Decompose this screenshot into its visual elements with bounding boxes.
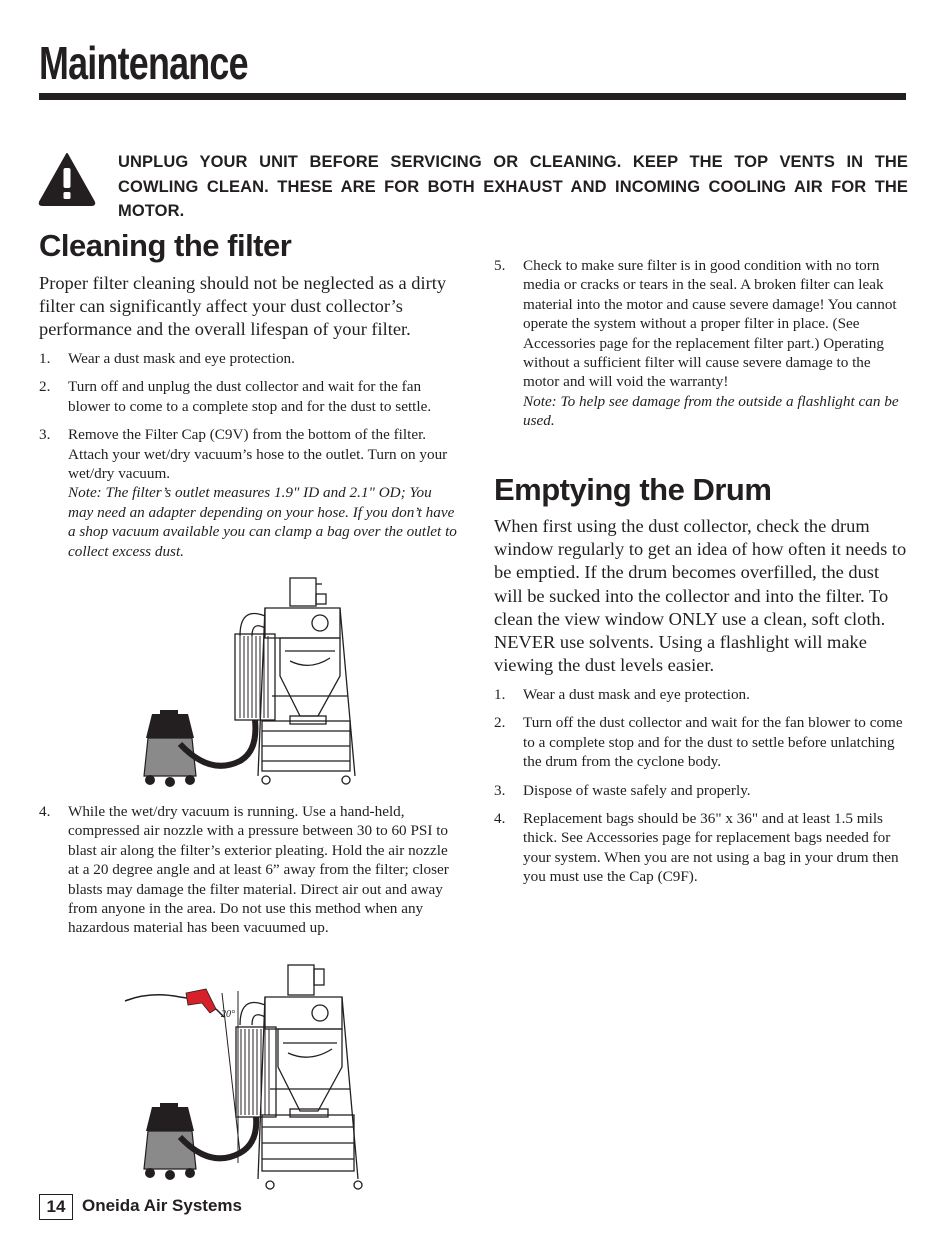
- step-note: Note: The filter’s outlet measures 1.9" ID and 2.1" OD; You may need an adapter depending on your hose. If you don’t have a shop vacuum available you can clamp a bag over the outlet to collect excess dust.: [68, 484, 457, 560]
- step-number: 1.: [39, 350, 51, 367]
- list-item: [39, 425, 459, 561]
- step-text: Wear a dust mask and eye protection.: [68, 350, 295, 367]
- footer-brand: Oneida Air Systems: [82, 1196, 242, 1215]
- drum-steps-list: [494, 685, 910, 887]
- filter-intro: Proper filter cleaning should not be neglected as a dirty filter can significantly affect your dust collector’s performance and the overall lifespan of your filter.: [39, 273, 447, 340]
- list-item: [494, 781, 910, 800]
- step-note: Note: To help see damage from the outside a flashlight can be used.: [523, 392, 899, 430]
- step-number: 2.: [39, 378, 51, 396]
- filter-steps-list-c: [494, 256, 910, 431]
- warning-text: UNPLUG YOUR UNIT BEFORE SERVICING OR CLEANING. KEEP THE TOP VENTS IN THE COWLING CLEAN. THESE ARE FOR BOTH EXHAUST AND INCOMING COOLING AIR FOR THE MOTOR.: [118, 153, 908, 220]
- step-text: Remove the Filter Cap (C9V) from the bottom of the filter. Attach your wet/dry vacuum’s hose to the outlet. Turn on your wet/dry vacuum.: [68, 426, 448, 483]
- list-item: [494, 685, 910, 704]
- list-item: [39, 802, 459, 938]
- step-text: Check to make sure filter is in good condition with no torn media or cracks or tears in the seal. A broken filter can leak material into the motor and cause severe damage! You cannot operate the system without a proper filter in place. (See Accessories page for the replacement filter part.) Operating without a sufficient filter will cause severe damage to the motor and will void the warranty!: [523, 257, 897, 391]
- figure-air-nozzle-illustration: [120, 963, 380, 1195]
- step-text: While the wet/dry vacuum is running. Use a hand-held, compressed air nozzle with a pressure between 30 to 60 PSI to blast air along the filter’s exterior pleating. Hold the air nozzle at a 20 degree angle and at least 6” away from the filter; closer blasts may damage the filter material. Direct air out and away from anyone in the area. Do not use this method when any hazardous material has been vacuumed up.: [68, 803, 449, 937]
- warning-triangle-icon: [38, 152, 96, 206]
- step-number: 2.: [494, 714, 506, 732]
- step-number: 1.: [494, 686, 506, 703]
- list-item: [494, 809, 910, 887]
- step-number: 5.: [494, 257, 506, 274]
- filter-steps-list-a: [39, 349, 459, 561]
- figure-vacuum-filter-illustration: [140, 576, 380, 790]
- list-item: [39, 377, 459, 416]
- step-text: Dispose of waste safely and properly.: [523, 781, 751, 799]
- step-number: 3.: [494, 781, 506, 799]
- step-number: 4.: [494, 810, 506, 828]
- title-rule: [39, 93, 906, 100]
- step-number: 3.: [39, 426, 51, 444]
- filter-steps-list-b: [39, 802, 459, 938]
- step-text: Turn off the dust collector and wait for the fan blower to come to a complete stop and for the dust to settle before unlatching the drum from the cyclone body.: [523, 714, 903, 771]
- heading-cleaning-filter: Cleaning the filter: [39, 228, 292, 263]
- page-number: 14: [39, 1194, 73, 1220]
- step-text: Turn off and unplug the dust collector and wait for the fan blower to come to a complete stop and for the dust to settle.: [68, 378, 432, 415]
- step-number: 4.: [39, 803, 51, 820]
- heading-emptying-drum: Emptying the Drum: [494, 472, 772, 507]
- page-title: Maintenance: [39, 37, 248, 89]
- angle-label: 20°: [221, 1009, 235, 1020]
- list-item: [39, 349, 459, 368]
- list-item: [494, 256, 910, 431]
- drum-intro: When first using the dust collector, check the drum window regularly to get an idea of how often it needs to be emptied. If the drum becomes overfilled, the dust will be sucked into the collector and into the filter. To clean the view window ONLY use a clean, soft cloth. NEVER use solvents. Using a flashlight will make viewing the dust levels easier.: [494, 516, 907, 676]
- list-item: [494, 713, 910, 771]
- step-text: Wear a dust mask and eye protection.: [523, 686, 750, 703]
- step-text: Replacement bags should be 36" x 36" and at least 1.5 mils thick. See Accessories page for replacement bags needed for your system. When you are not using a bag in your drum then you must use the Cap (C9F).: [523, 810, 899, 886]
